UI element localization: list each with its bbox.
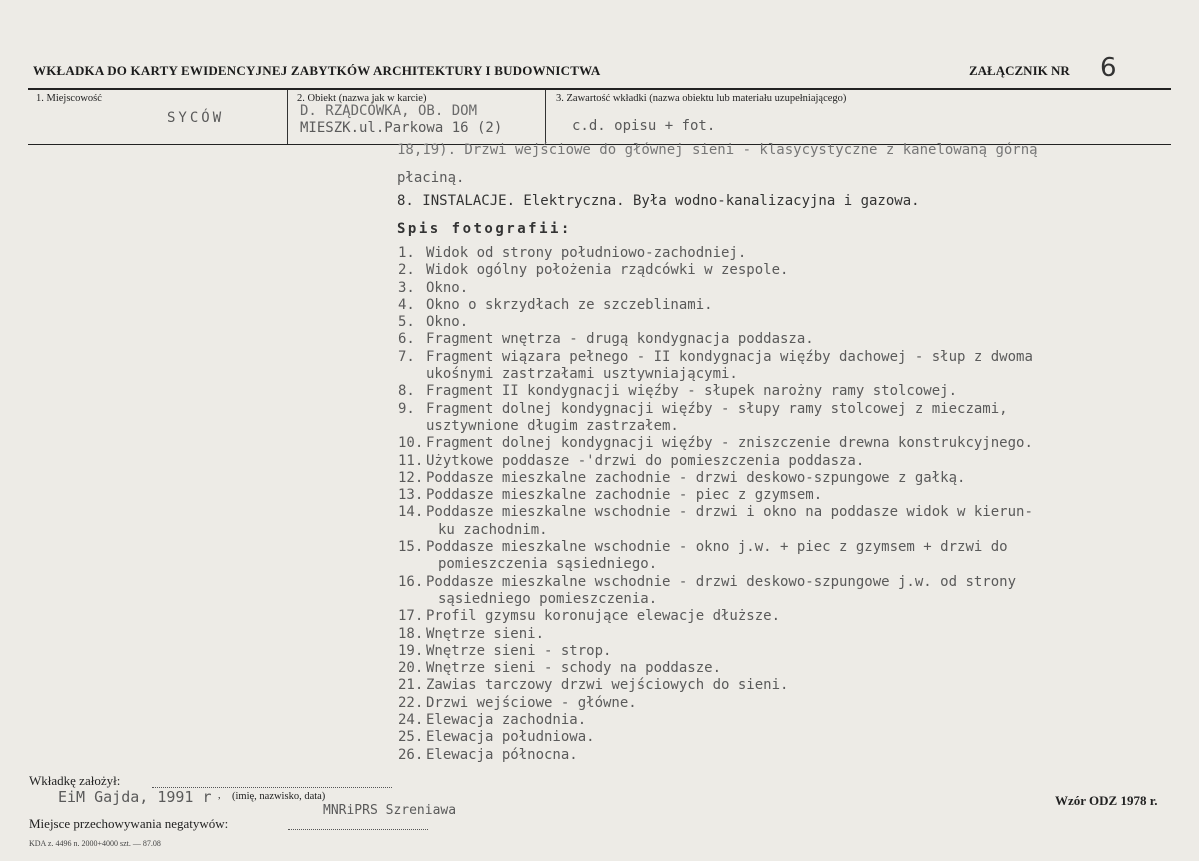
photo-description: Profil gzymsu koronujące elewacje dłuższe.	[426, 608, 781, 625]
photo-description: Okno o skrzydłach ze szczeblinami.	[426, 296, 713, 313]
object-value-line1: D. RZĄDCÓWKA, OB. DOM	[300, 103, 478, 119]
photo-description: Fragment dolnej kondygnacji więźby - słupy ramy stolcowej z mieczami,	[426, 400, 1008, 417]
photo-description: Poddasze mieszkalne wschodnie - drzwi deskowo-szpungowe j.w. od strony	[426, 573, 1017, 590]
made-by-comma: ,	[218, 790, 221, 801]
photo-list-item	[398, 660, 1033, 677]
field-divider	[287, 90, 288, 144]
photo-description: ku zachodnim.	[438, 521, 548, 538]
photo-description: sąsiedniego pomieszczenia.	[438, 590, 658, 607]
form-version: Wzór ODZ 1978 r.	[1055, 793, 1158, 808]
continued-line-end: płaciną.	[397, 170, 465, 186]
photo-number: 16.	[398, 573, 424, 590]
print-info: KDA z. 4496 n. 2000+4000 szt. — 87.08	[29, 839, 161, 848]
photo-list-item	[398, 626, 1033, 643]
photo-number: 11.	[398, 452, 424, 469]
photo-description: Poddasze mieszkalne wschodnie - okno j.w. + piec z gzymsem + drzwi do	[426, 539, 1008, 556]
continued-line: 18,19). Drzwi wejściowe do głównej sieni - klasycystyczne z kanelowaną górną	[397, 142, 1038, 158]
photo-description: Wnętrze sieni.	[426, 625, 545, 642]
installations-section: 8. INSTALACJE. Elektryczna. Była wodno-kanalizacyjna i gazowa.	[397, 193, 920, 209]
photo-number	[398, 591, 426, 608]
photo-description: Fragment dolnej kondygnacji więźby - zniszczenie drewna konstrukcyjnego.	[426, 435, 1033, 452]
place-label: 1. Miejscowość	[36, 93, 102, 104]
photo-description: Fragment wiązara pełnego - II kondygnacja więźby dachowej - słup z dwoma	[426, 348, 1033, 365]
photo-number	[398, 556, 426, 573]
photos-heading: Spis fotografii:	[397, 221, 572, 237]
photo-list-item	[398, 608, 1033, 625]
photo-number: 1.	[398, 245, 415, 261]
photo-number: 7.	[398, 348, 415, 365]
photo-number: 8.	[398, 383, 415, 400]
photo-list-item	[398, 556, 1033, 573]
photo-number: 5.	[398, 314, 415, 331]
photo-description: Wnętrze sieni - schody na poddasze.	[426, 660, 722, 677]
photo-list-item	[398, 591, 1033, 608]
photo-number: 14.	[398, 504, 424, 521]
header-rule	[28, 88, 1171, 90]
photo-description: Elewacja południowa.	[426, 729, 595, 746]
photo-description: Poddasze mieszkalne zachodnie - piec z gzymsem.	[426, 487, 823, 504]
photo-list-item	[398, 487, 1033, 504]
photo-number: 24.	[398, 712, 424, 729]
photo-description: Użytkowe poddasze -'drzwi do pomieszczenia poddasza.	[426, 452, 865, 469]
photo-number: 4.	[398, 296, 415, 313]
photo-list-item	[398, 297, 1033, 314]
field-divider	[545, 90, 546, 144]
photo-list-item	[398, 314, 1033, 331]
photo-list-item	[398, 383, 1033, 400]
object-label: 2. Obiekt (nazwa jak w karcie)	[297, 93, 427, 104]
object-value-line2: MIESZK.ul.Parkowa 16 (2)	[300, 120, 503, 136]
photo-list-item	[398, 366, 1033, 383]
photo-list-item	[398, 643, 1033, 660]
photo-description: Elewacja północna.	[426, 746, 578, 763]
photo-list-item	[398, 453, 1033, 470]
photo-list-item	[398, 695, 1033, 712]
photo-description: Wnętrze sieni - strop.	[426, 642, 612, 659]
photo-list-item	[398, 470, 1033, 487]
photo-list-item	[398, 504, 1033, 521]
photo-number: 6.	[398, 331, 415, 348]
attachment-label: ZAŁĄCZNIK NR	[969, 63, 1070, 78]
photo-number: 9.	[398, 400, 415, 417]
photo-description: Drzwi wejściowe - główne.	[426, 694, 637, 711]
photo-number: 22.	[398, 694, 424, 711]
photo-number: 15.	[398, 539, 424, 556]
photo-list-item	[398, 712, 1033, 729]
photo-number: 12.	[398, 469, 424, 486]
negatives-label: Miejsce przechowywania negatywów:	[29, 816, 229, 831]
photo-number	[398, 418, 426, 435]
negatives-dotline	[288, 829, 428, 830]
photo-number: 13.	[398, 487, 424, 504]
photo-description: Fragment II kondygnacji więźby - słupek narożny ramy stolcowej.	[426, 383, 958, 400]
photo-description: ukośnymi zastrzałami usztywniającymi.	[426, 366, 738, 383]
photo-list	[398, 245, 1033, 764]
content-value: c.d. opisu + fot.	[572, 118, 716, 134]
photo-list-item	[398, 349, 1033, 366]
photo-list-item	[398, 262, 1033, 279]
made-by-value: EiM Gajda, 1991 r	[58, 788, 212, 806]
photo-description: Zawias tarczowy drzwi wejściowych do sieni.	[426, 677, 789, 694]
photo-list-item	[398, 574, 1033, 591]
photo-description: usztywnione długim zastrzałem.	[426, 417, 679, 434]
photo-number: 17.	[398, 608, 424, 625]
photo-number: 20.	[398, 660, 424, 677]
photo-number	[398, 522, 426, 539]
form-title: WKŁADKA DO KARTY EWIDENCYJNEJ ZABYTKÓW ARCHITEKTURY I BUDOWNICTWA	[33, 63, 601, 78]
photo-description: Widok od strony południowo-zachodniej.	[426, 245, 747, 261]
photo-description: Widok ogólny położenia rządcówki w zespole.	[426, 262, 789, 279]
photo-list-item	[398, 729, 1033, 746]
photo-description: Okno.	[426, 314, 469, 331]
photo-list-item	[398, 539, 1033, 556]
photo-description: Poddasze mieszkalne wschodnie - drzwi i okno na poddasze widok w kierun-	[426, 504, 1033, 521]
photo-list-item	[398, 435, 1033, 452]
photo-number: 2.	[398, 262, 415, 279]
photo-description: Fragment wnętrza - drugą kondygnacja poddasza.	[426, 331, 814, 348]
photo-number: 26.	[398, 746, 424, 763]
photo-list-item	[398, 522, 1033, 539]
photo-number: 18.	[398, 625, 424, 642]
made-by-hint: (imię, nazwisko, data)	[232, 791, 326, 802]
photo-list-item	[398, 677, 1033, 694]
photo-description: Poddasze mieszkalne zachodnie - drzwi deskowo-szpungowe z gałką.	[426, 469, 966, 486]
photo-list-item	[398, 418, 1033, 435]
photo-number	[398, 366, 426, 383]
photo-description: Elewacja zachodnia.	[426, 712, 587, 729]
photo-list-item	[398, 280, 1033, 297]
made-by-label: Wkładkę założył:	[29, 773, 121, 788]
attachment-number: 6	[1100, 53, 1117, 83]
photo-description: Okno.	[426, 279, 469, 296]
content-label: 3. Zawartość wkładki (nazwa obiektu lub materiału uzupełniającego)	[556, 93, 847, 104]
photo-description: pomieszczenia sąsiedniego.	[438, 556, 658, 573]
photo-number: 21.	[398, 677, 424, 694]
negatives-value: MNRiPRS Szreniawa	[323, 803, 457, 818]
photo-number: 19.	[398, 642, 424, 659]
photo-number: 10.	[398, 435, 424, 452]
photo-list-item	[398, 245, 1033, 262]
photo-number: 25.	[398, 729, 424, 746]
photo-number: 3.	[398, 279, 415, 296]
photo-list-item	[398, 401, 1033, 418]
photo-list-item	[398, 747, 1033, 764]
photo-list-item	[398, 331, 1033, 348]
place-value: SYCÓW	[167, 110, 225, 126]
